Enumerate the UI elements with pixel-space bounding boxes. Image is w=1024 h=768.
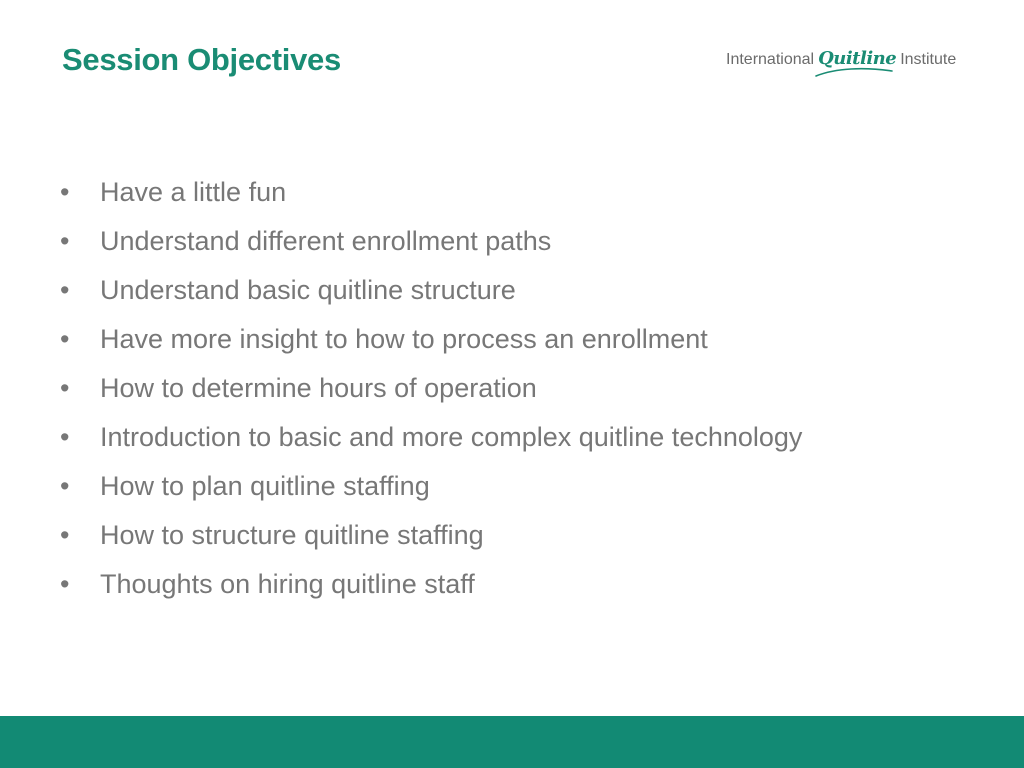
objective-item [60,221,960,261]
logo-word-international: International [726,51,815,68]
logo-script-text: Quitline [818,48,897,69]
bullet-marker: • [60,569,70,599]
objective-item [60,270,960,310]
bullet-marker: • [60,373,70,403]
bullet-marker: • [60,177,70,207]
bullet-marker: • [60,226,70,256]
objective-item [60,417,960,457]
objective-text: How to structure quitline staffing [100,520,484,550]
bullet-marker: • [60,275,70,305]
logo-swoosh-icon [814,66,894,80]
objective-item [60,319,960,359]
objective-text: How to plan quitline staffing [100,471,430,501]
logo-word-quitline [818,48,896,70]
objective-text: Introduction to basic and more complex quitline technology [100,422,803,452]
slide-title: Session Objectives [62,42,341,77]
bullet-marker: • [60,520,70,550]
objective-item [60,564,960,604]
objective-text: Understand basic quitline structure [100,275,516,305]
bullet-marker: • [60,422,70,452]
bullet-marker: • [60,471,70,501]
objective-text: Have a little fun [100,177,287,207]
bullet-marker: • [60,324,70,354]
objective-item [60,368,960,408]
objective-item [60,466,960,506]
objective-text: Understand different enrollment paths [100,226,552,256]
objective-item [60,515,960,555]
objective-text: Thoughts on hiring quitline staff [100,569,475,599]
objective-text: How to determine hours of operation [100,373,537,403]
objective-item [60,172,960,212]
objectives-list [60,172,960,613]
footer-bar [0,716,1024,768]
objective-text: Have more insight to how to process an enrollment [100,324,708,354]
logo-international-quitline-institute [726,48,966,88]
logo-word-institute: Institute [900,51,957,68]
